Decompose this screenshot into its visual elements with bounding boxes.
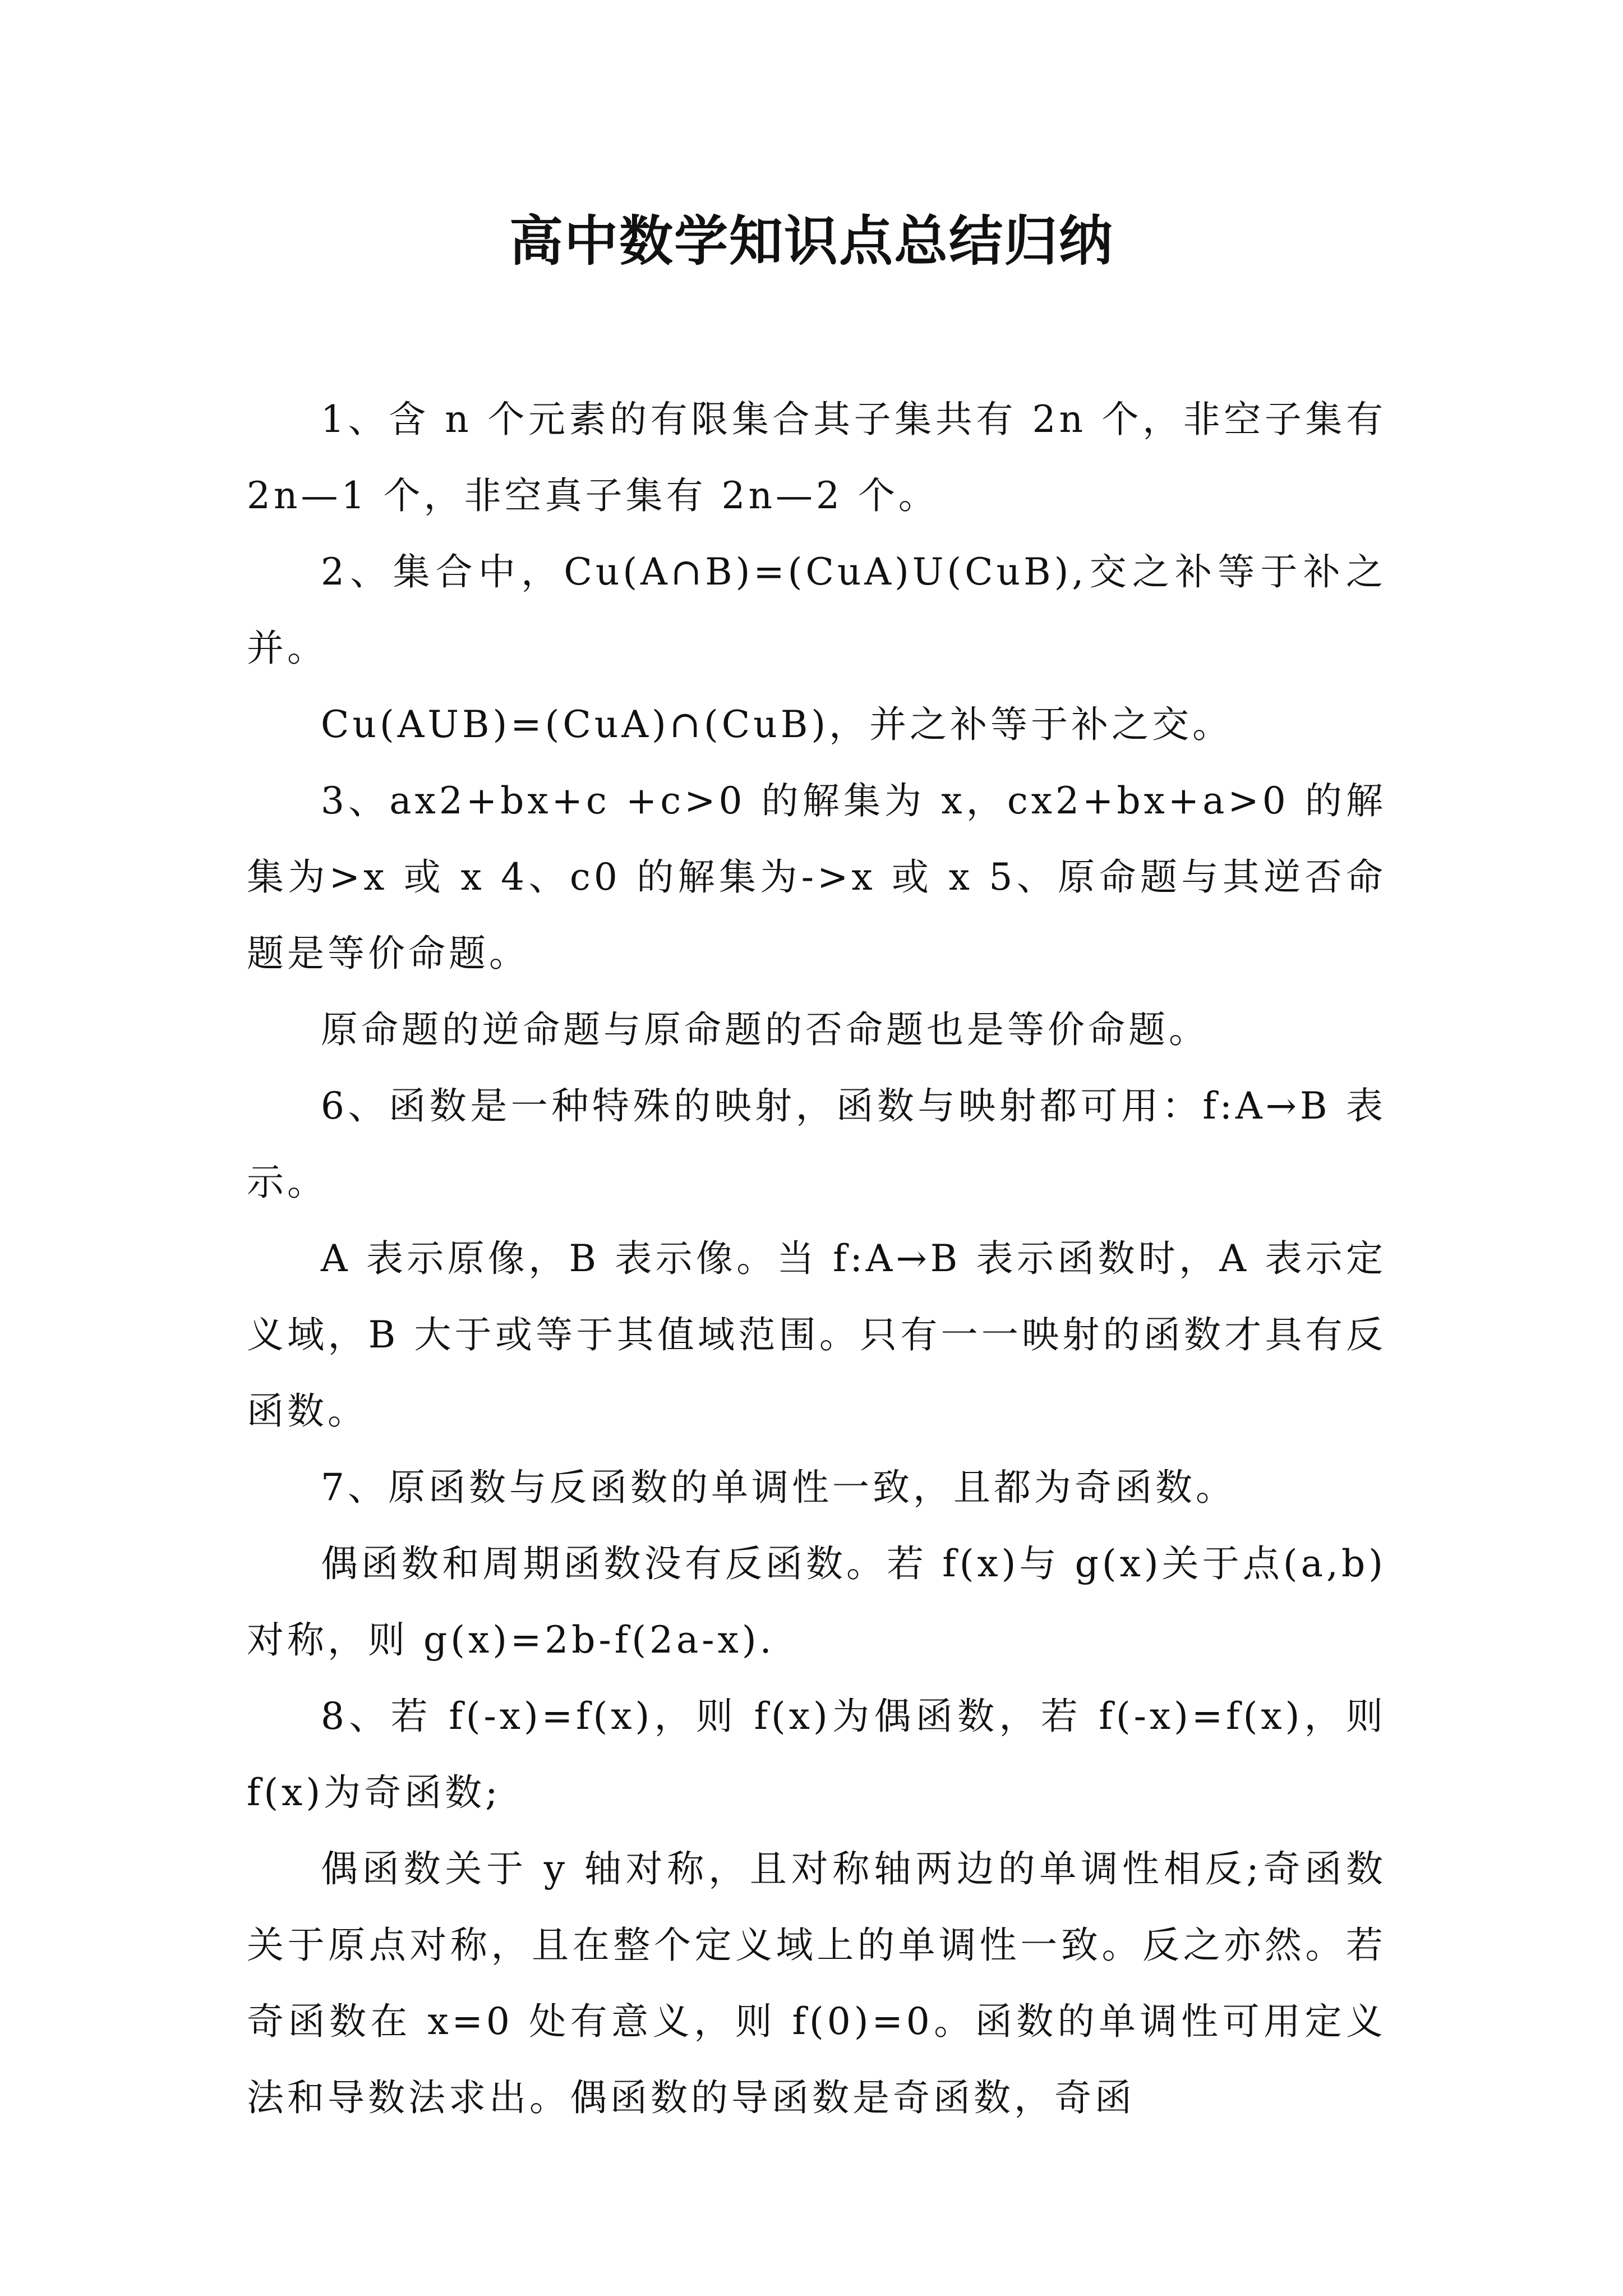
document-body [247,381,1386,2136]
paragraph: 7、原函数与反函数的单调性一致，且都为奇函数。 [321,1466,1236,1509]
paragraph: 1、含 n 个元素的有限集合其子集共有 2n 个，非空子集有 2n—1 个，非空真子集有 2n—2 个。 [247,398,1386,517]
paragraph: A 表示原像，B 表示像。当 f:A→B 表示函数时，A 表示定义域，B 大于或等于其值域范围。只有一一映射的函数才具有反函数。 [247,1237,1386,1433]
paragraph: 2、集合中，Cu(A∩B)=(CuA)U(CuB),交之补等于补之并。 [247,550,1386,670]
paragraph: 偶函数关于 y 轴对称，且对称轴两边的单调性相反;奇函数关于原点对称，且在整个定义域上的单调性一致。反之亦然。若奇函数在 x=0 处有意义，则 f(0)=0。函数的单调性可用定义法和导数法求出。偶函数的导函数是奇函数，奇函 [247,1847,1386,2119]
paragraph: 原命题的逆命题与原命题的否命题也是等价命题。 [321,1008,1209,1051]
document-title: 高中数学知识点总结归纳 [509,209,1114,273]
paragraph: 3、ax2+bx+c +c>0 的解集为 x，cx2+bx+a>0 的解集为>x 或 x 4、c0 的解集为->x 或 x 5、原命题与其逆否命题是等价命题。 [247,779,1386,975]
paragraph: 8、若 f(-x)=f(x)，则 f(x)为偶函数，若 f(-x)=f(x)，则 f(x)为奇函数; [247,1695,1386,1814]
paragraph: 偶函数和周期函数没有反函数。若 f(x)与 g(x)关于点(a,b)对称，则 g(x)=2b-f(2a-x). [247,1542,1386,1662]
paragraph: Cu(AUB)=(CuA)∩(CuB)，并之补等于补之交。 [321,703,1233,746]
paragraph: 6、函数是一种特殊的映射，函数与映射都可用：f:A→B 表示。 [247,1084,1386,1204]
